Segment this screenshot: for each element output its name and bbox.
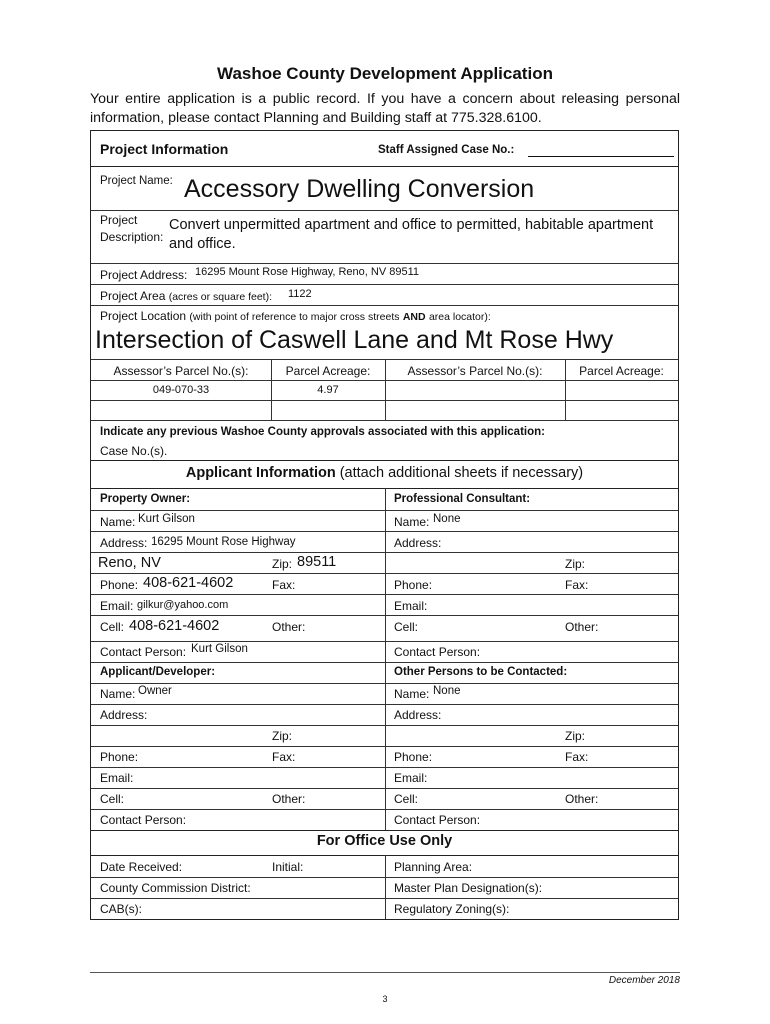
others-name-field[interactable]: None: [433, 685, 461, 697]
consultant-phone-label: Phone:: [394, 578, 433, 592]
developer-fax-label: Fax:: [272, 750, 296, 764]
owner-name-label: Name:: [100, 515, 136, 529]
applicant-info-header: Applicant Information (attach additional sheets if necessary): [185, 465, 584, 481]
others-contact-label: Contact Person:: [394, 813, 481, 827]
cab-label: CAB(s):: [100, 902, 142, 916]
project-name-field[interactable]: Accessory Dwelling Conversion: [184, 175, 535, 203]
parcel-header-4: Parcel Acreage:: [579, 364, 664, 378]
date-received-label: Date Received:: [100, 860, 183, 874]
others-other-label: Other:: [565, 792, 599, 806]
initial-label: Initial:: [272, 860, 304, 874]
developer-zip-label: Zip:: [272, 729, 293, 743]
developer-cell-label: Cell:: [100, 792, 125, 806]
planning-area-label: Planning Area:: [394, 860, 473, 874]
owner-name-field[interactable]: Kurt Gilson: [138, 513, 195, 525]
developer-name-field[interactable]: Owner: [138, 685, 172, 697]
owner-address-field[interactable]: 16295 Mount Rose Highway: [151, 536, 296, 548]
parcel-acreage-1[interactable]: 4.97: [317, 384, 339, 396]
owner-other-label: Other:: [272, 620, 306, 634]
project-area-label: Project Area (acres or square feet):: [100, 289, 273, 303]
others-header: Other Persons to be Contacted:: [394, 666, 568, 678]
consultant-header: Professional Consultant:: [394, 493, 531, 505]
case-no-label: Staff Assigned Case No.:: [378, 144, 515, 156]
project-info-header: Project Information: [100, 141, 229, 157]
master-plan-label: Master Plan Designation(s):: [394, 881, 543, 895]
owner-cell-field[interactable]: 408-621-4602: [129, 618, 220, 634]
parcel-header-1: Assessor’s Parcel No.(s):: [113, 364, 249, 378]
owner-address-label: Address:: [100, 536, 148, 550]
consultant-address-label: Address:: [394, 536, 442, 550]
owner-phone-label: Phone:: [100, 578, 139, 592]
project-name-label: Project Name:: [100, 175, 173, 187]
property-owner-header: Property Owner:: [100, 493, 191, 505]
owner-email-label: Email:: [100, 599, 134, 613]
page-number: 3: [382, 994, 388, 1004]
owner-zip-field[interactable]: 89511: [297, 554, 337, 570]
owner-contact-field[interactable]: Kurt Gilson: [191, 643, 248, 655]
developer-email-label: Email:: [100, 771, 134, 785]
commission-district-label: County Commission District:: [100, 881, 251, 895]
parcel-header-3: Assessor’s Parcel No.(s):: [407, 364, 543, 378]
owner-phone-field[interactable]: 408-621-4602: [143, 575, 234, 591]
developer-contact-label: Contact Person:: [100, 813, 187, 827]
others-fax-label: Fax:: [565, 750, 589, 764]
consultant-name-field[interactable]: None: [433, 513, 461, 525]
case-nos-label: Case No.(s).: [100, 444, 168, 458]
project-description-field-2[interactable]: and office.: [169, 236, 236, 252]
office-use-header: For Office Use Only: [316, 833, 453, 849]
project-area-field[interactable]: 1122: [288, 288, 312, 300]
owner-zip-label: Zip:: [272, 557, 293, 571]
owner-fax-label: Fax:: [272, 578, 296, 592]
project-location-field[interactable]: Intersection of Caswell Lane and Mt Rose Hwy: [95, 326, 614, 354]
others-email-label: Email:: [394, 771, 428, 785]
consultant-contact-label: Contact Person:: [394, 645, 481, 659]
consultant-fax-label: Fax:: [565, 578, 589, 592]
project-address-field[interactable]: 16295 Mount Rose Highway, Reno, NV 89511: [195, 266, 420, 278]
owner-contact-label: Contact Person:: [100, 645, 187, 659]
developer-header: Applicant/Developer:: [100, 666, 216, 678]
intro-text: Your entire application is a public record. If you have a concern about releasing personal information, please contact Planning and Building staff at 775.328.6100.: [90, 91, 680, 126]
developer-other-label: Other:: [272, 792, 306, 806]
consultant-cell-label: Cell:: [394, 620, 419, 634]
footer-date: December 2018: [608, 975, 680, 986]
project-description-label-2: Description:: [100, 230, 164, 244]
others-phone-label: Phone:: [394, 750, 433, 764]
others-name-label: Name:: [394, 687, 430, 701]
owner-email-field[interactable]: gilkur@yahoo.com: [137, 599, 229, 611]
project-description-field-1[interactable]: Convert unpermitted apartment and office to permitted, habitable apartment: [169, 217, 654, 233]
parcel-number-1[interactable]: 049-070-33: [152, 384, 210, 396]
previous-approvals-label: Indicate any previous Washoe County approvals associated with this application:: [100, 426, 545, 438]
owner-cell-label: Cell:: [100, 620, 125, 634]
footer-rule: [90, 972, 680, 973]
consultant-other-label: Other:: [565, 620, 599, 634]
case-no-field[interactable]: [528, 156, 674, 157]
consultant-name-label: Name:: [394, 515, 430, 529]
owner-city-field[interactable]: Reno, NV: [98, 555, 161, 571]
others-address-label: Address:: [394, 708, 442, 722]
page-title: Washoe County Development Application: [217, 64, 553, 83]
developer-address-label: Address:: [100, 708, 148, 722]
others-cell-label: Cell:: [394, 792, 419, 806]
consultant-zip-label: Zip:: [565, 557, 586, 571]
consultant-email-label: Email:: [394, 599, 428, 613]
project-description-label-1: Project: [100, 213, 138, 227]
project-location-label: Project Location (with point of reference to major cross streets AND area locator):: [100, 309, 491, 323]
developer-name-label: Name:: [100, 687, 136, 701]
others-zip-label: Zip:: [565, 729, 586, 743]
application-form: [90, 130, 679, 920]
developer-phone-label: Phone:: [100, 750, 139, 764]
regulatory-zoning-label: Regulatory Zoning(s):: [394, 902, 510, 916]
parcel-header-2: Parcel Acreage:: [285, 364, 371, 378]
project-address-label: Project Address:: [100, 268, 188, 282]
